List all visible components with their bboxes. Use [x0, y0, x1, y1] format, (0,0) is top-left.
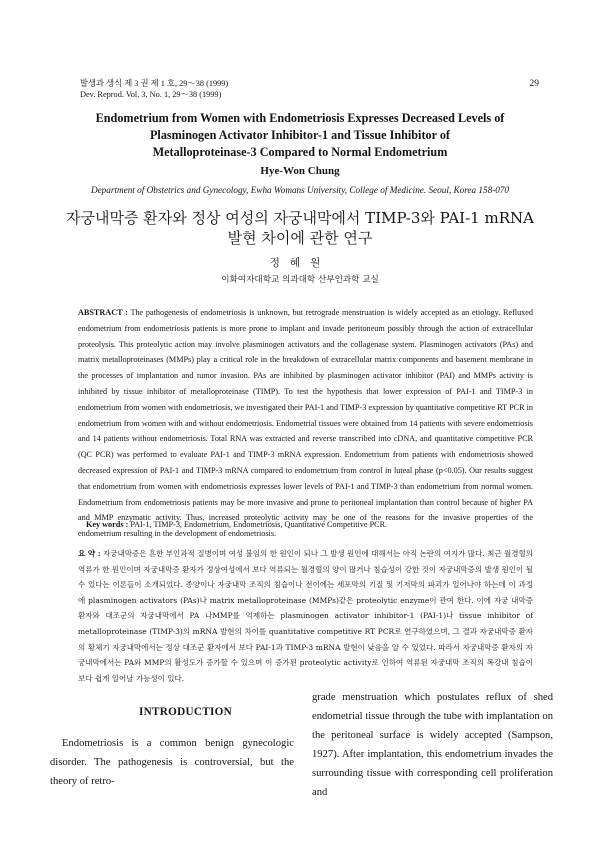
journal-citation-korean: 발생과 생식 제 3 권 제 1 호, 29～38 (1999) — [80, 79, 229, 88]
paper-title-line-2: Plasminogen Activator Inhibitor-1 and Tissue Inhibitor of — [149, 128, 450, 142]
paper-title-line-3: Metalloproteinase-3 Compared to Normal Endometrium — [152, 145, 448, 159]
korean-title-line-1: 자궁내막증 환자와 정상 여성의 자궁내막에서 TIMP-3와 PAI-1 mRNA — [66, 209, 534, 227]
korean-author-name: 정혜원 — [269, 257, 331, 269]
introduction-column-1: Endometriosis is a common benign gynecologic disorder. The pathogenesis is controversial, but the theory of retro- — [50, 738, 294, 787]
korean-title-line-2: 발현 차이에 관한 연구 — [227, 229, 373, 247]
korean-abstract-label: 요 약 : — [78, 549, 101, 558]
korean-abstract-text: 자궁내막증은 흔한 부인과적 질병이며 여성 불임의 한 원인이 되나 그 발생 원인에 대해서는 아직 논란의 여지가 많다. 최근 월경혈의 역류가 한 원인이며 자궁내막증 환자가 정상여성에서 보다 역류되는 월경혈의 양이 많거나 침습성이 강한 것이 자궁내막증의 발생 원인이 될 수 있다는 이론들이 소개되었다. 종양이나 자궁내막 조직의 침습이나 전이에는 세포막의 기질 및 기저막의 파괴가 일어나야 하는데 이 과정에 plasminogen activators (PAs)나 matrix metalloproteinase (MMPs)같은 proteolytic enzyme이 관여 한다. 이에 자궁 내막증환자와 대조군의 자궁내막에서 PA 나MMP를 억제하는 plasminogen activator inhibitor-1 (PAI-1)나 tissue inhibitor of metalloproteinase (TIMP-3)의 mRNA 발현의 차이를 quantitative competitive RT PCR로 연구하였으며, 그 결과 자궁내막증 환자의 황체기 자궁내막에서는 정상 대조군 환자에서 보다 PAI-1과 TIMP-3 mRNA 발현이 낮음을 알 수 있었다. 따라서 자궁내막증 환자의 자궁내막에서는 PA와 MMP의 활성도가 증가할 수 있으며 이 증가된 proteolytic activity로 인하여 역류된 자궁내막 조직의 복강내 침습이 보다 쉽게 일어날 가능성이 있다. — [78, 549, 534, 683]
paper-title-line-1: Endometrium from Women with Endometriosis Expresses Decreased Levels of — [95, 111, 505, 125]
keywords-label: Key words : — [86, 520, 129, 529]
abstract-text: The pathogenesis of endometriosis is unknown, but retrograde menstruation is widely accepted as an etiology. Refluxed endometrium from endometriosis patients is more prone to implant and invade peritoneum possibly through the action of extracellular proteolysis. This proteolytic action may involve plasminogen activators and the collagenase system. Plasminogen activators (PAs) and matrix metalloproteinases (MMPs) play a critical role in the breakdown of extracellular matrix components and basement membrane in the processes of implantation and tumor invasion. PAs are inhibited by plasminogen activator inhibitor (PAI) and MMPs activity is inhibited by tissue inhibitor of metalloproteinase (TIMP). To test the hypothesis that lower expression of PAI-1 and TIMP-3 in endometrium from women with endometriosis, we investigated their PAI-1 and TIMP-3 expression by quantitative competitive RT PCR in endometrium from women with and without endometriosis. Endometrial tissues were obtained from 14 patients with severe endometriosis and 14 patients without endometriosis. Total RNA was extracted and reverse transcribed into cDNA, and quantitative competitive PCR (QC PCR) was performed to evaluate PAI-1 and TIMP-3 mRNA expression. Endometrium from patients with endometriosis showed decreased expression of PAI-1 and TIMP-3 mRNA compared to endometrium from control in luteal phase (p<0.05). Our results suggest that endometrium from women with endometriosis expresses lower levels of PAI-1 and TIMP-3 than endometrium from normal women. Endometrium from endometriosis patients may be more invasive and prone to peritoneal implantation than control because of higher PA and MMP enzymatic activity. Thus, increased proteolytic activity may be one of the reasons for the invasive properties of the endometrium resulting in the development of endometriosis. — [78, 308, 533, 539]
page-number: 29 — [529, 79, 539, 89]
author-affiliation: Department of Obstetrics and Gynecology, Ewha Womans University, College of Medicine. Seoul, Korea 158-070 — [90, 185, 510, 195]
journal-citation-english: Dev. Reprod. Vol. 3, No. 1, 29～38 (1999) — [80, 90, 222, 99]
introduction-column-2: grade menstruation which postulates reflux of shed endometrial tissue through the tube with implantation on the peritoneal surface is widely accepted (Sampson, 1927). After implantation, this endometrium invades the surrounding tissue with corresponding cell proliferation and — [312, 692, 553, 798]
korean-author-affiliation: 이화여자대학교 의과대학 산부인과학 교실 — [221, 275, 379, 285]
abstract-label: ABSTRACT : — [78, 308, 128, 317]
keywords-text: PAI-1, TIMP-3, Endometrium, Endometriosis, Quantitative Competitive PCR. — [130, 520, 388, 529]
keywords — [86, 520, 387, 529]
korean-abstract — [78, 546, 533, 686]
abstract — [78, 305, 533, 542]
author-name: Hye-Won Chung — [260, 165, 340, 177]
introduction-heading: INTRODUCTION — [138, 706, 233, 718]
